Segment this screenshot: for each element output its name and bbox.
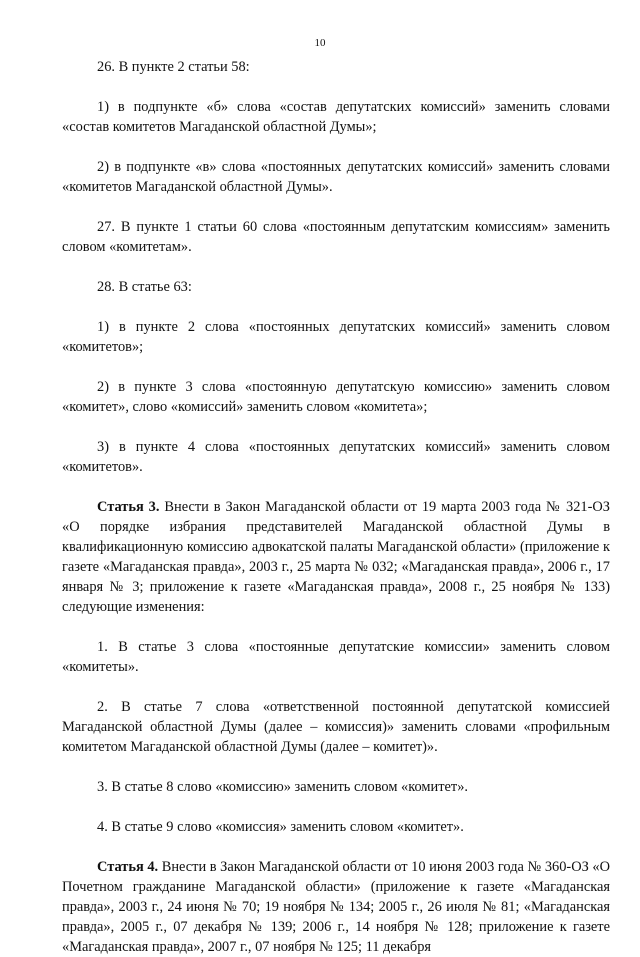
- subparagraph-1: [62, 317, 610, 357]
- paragraph-text: 1. В статье 3 слова «постоянные депутатские комиссии» заменить словом «комитеты».: [62, 639, 610, 675]
- paragraph-text: 3) в пункте 4 слова «постоянных депутатских комиссий» заменить словом «комитетов».: [62, 439, 610, 475]
- paragraph-text: 28. В статье 63:: [97, 279, 192, 295]
- paragraph-text: 26. В пункте 2 статьи 58:: [97, 59, 250, 75]
- subparagraph-2: [62, 377, 610, 417]
- article-heading: Статья 4.: [97, 859, 159, 875]
- paragraph-item-28: [62, 277, 610, 297]
- article-4: [62, 857, 610, 957]
- article-3: [62, 497, 610, 617]
- paragraph-text: 2) в пункте 3 слова «постоянную депутатскую комиссию» заменить словом «комитет», слово «комиссий» заменить словом «комитета»;: [62, 379, 610, 415]
- article-3-item-2: [62, 697, 610, 757]
- subparagraph-3: [62, 437, 610, 477]
- paragraph-text: 2. В статье 7 слова «ответственной постоянной депутатской комиссией Магаданской областной Думы (далее – комиссия)» заменить словами «профильным комитетом Магаданской областной Думы (далее – комитет)».: [62, 699, 610, 755]
- article-3-item-4: [62, 817, 610, 837]
- paragraph-text: 27. В пункте 1 статьи 60 слова «постоянным депутатским комиссиям» заменить словом «комитетам».: [62, 219, 610, 255]
- paragraph-text: 4. В статье 9 слово «комиссия» заменить словом «комитет».: [97, 819, 464, 835]
- paragraph-text: 2) в подпункте «в» слова «постоянных депутатских комиссий» заменить словами «комитетов Магаданской областной Думы».: [62, 159, 610, 195]
- article-3-item-3: [62, 777, 610, 797]
- paragraph-item-27: [62, 217, 610, 257]
- paragraph-text: 1) в подпункте «б» слова «состав депутатских комиссий» заменить словами «состав комитетов Магаданской областной Думы»;: [62, 99, 610, 135]
- subparagraph-2: [62, 157, 610, 197]
- paragraph-text: Внести в Закон Магаданской области от 19 марта 2003 года № 321-ОЗ «О порядке избрания представителей Магаданской областной Думы в квалификационную комиссию адвокатской палаты Магаданской области» (приложение к газете «Магаданская правда», 2003 г., 25 марта № 032; «Магаданская правда», 2006 г., 17 января № 3; приложение к газете «Магаданская правда», 2008 г., 25 ноября № 133) следующие изменения:: [62, 499, 611, 615]
- paragraph-text: Внести в Закон Магаданской области от 10 июня 2003 года № 360-ОЗ «О Почетном гражданине Магаданской области» (приложение к газете «Магаданская правда», 2003 г., 24 июня № 70; 19 ноября № 134; 2005 г., 26 июля № 81; «Магаданская правда», 2005 г., 07 декабря № 139; 2006 г., 14 ноября № 128; приложение к газете «Магаданская правда», 2007 г., 07 ноября № 125; 11 декабря: [62, 859, 611, 955]
- article-3-item-1: [62, 637, 610, 677]
- paragraph-text: 3. В статье 8 слово «комиссию» заменить словом «комитет».: [97, 779, 468, 795]
- paragraph-item-26: [62, 57, 610, 77]
- paragraph-text: 1) в пункте 2 слова «постоянных депутатских комиссий» заменить словом «комитетов»;: [62, 319, 610, 355]
- page-number: 10: [314, 37, 326, 49]
- article-heading: Статья 3.: [97, 499, 160, 515]
- subparagraph-1: [62, 97, 610, 137]
- document-body: [62, 57, 610, 957]
